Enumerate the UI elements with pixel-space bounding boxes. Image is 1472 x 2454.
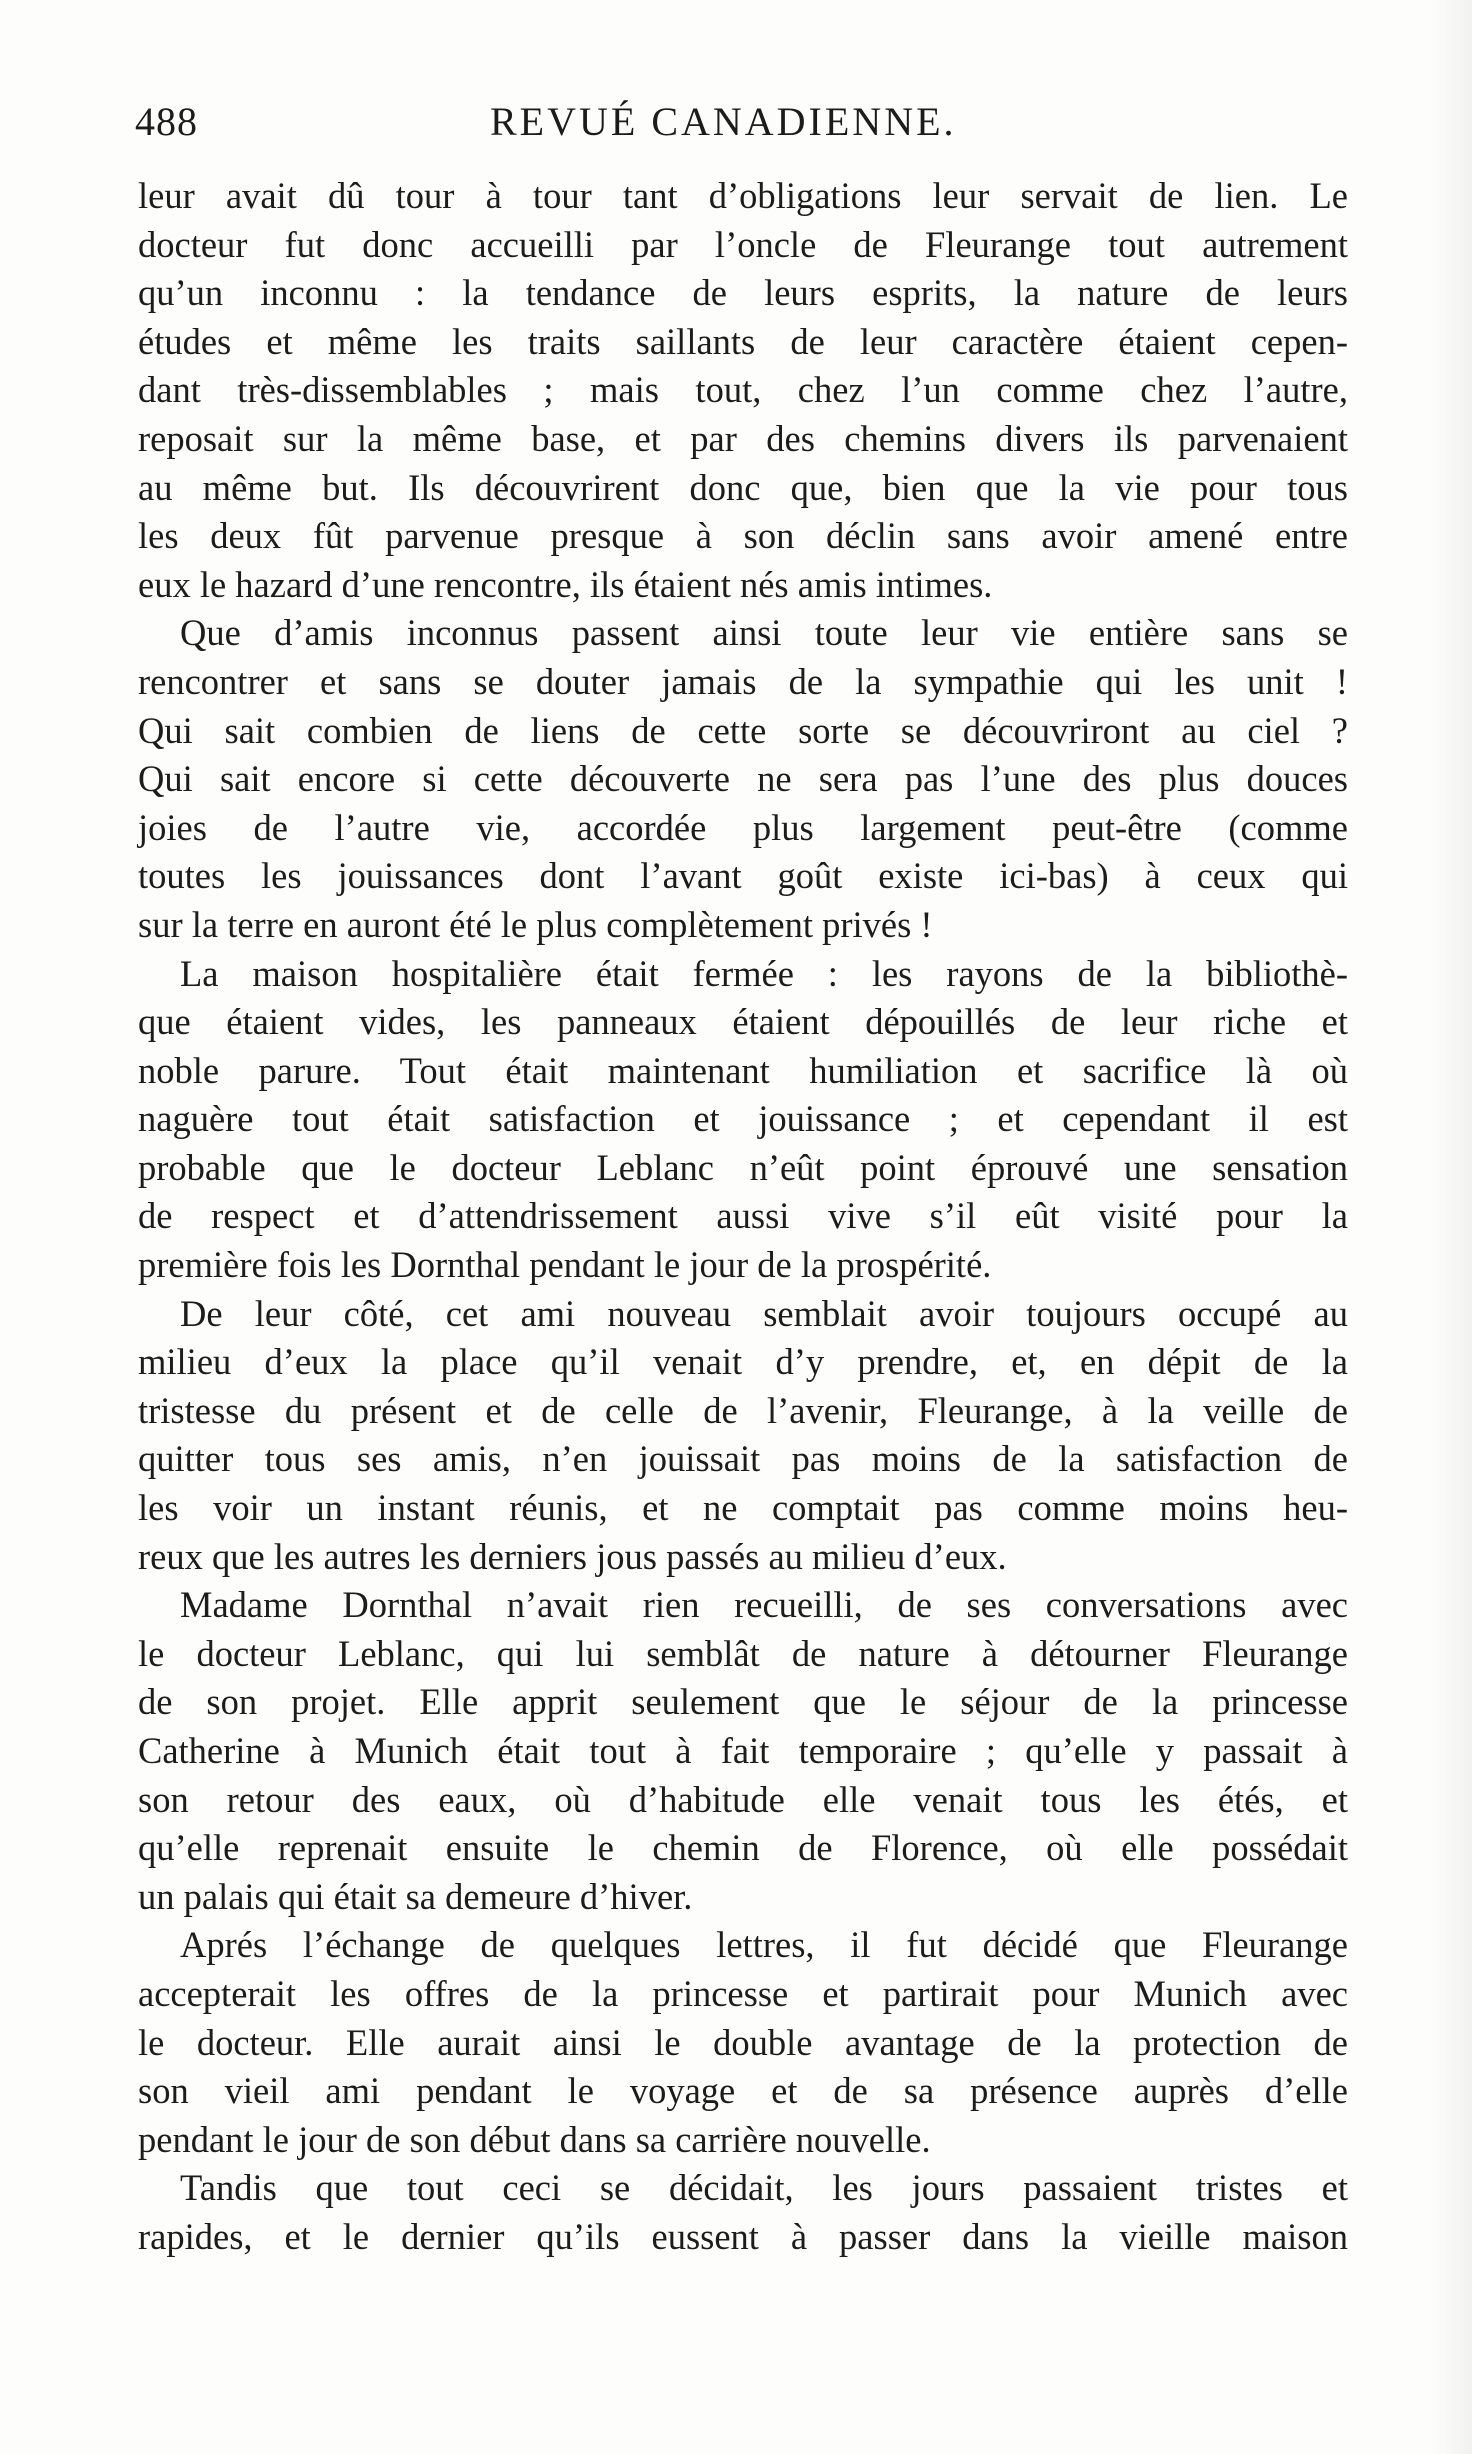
text-line: son vieil ami pendant le voyage et de sa présence auprès d’elle bbox=[138, 2070, 1348, 2112]
text-line: probable que le docteur Leblanc n’eût point éprouvé une sensation bbox=[138, 1146, 1348, 1188]
text-line: de respect et d’attendrissement aussi vive s’il eût visité pour la bbox=[138, 1195, 1348, 1237]
text-line: toutes les jouissances dont l’avant goût existe ici-bas) à ceux qui bbox=[138, 855, 1348, 897]
text-line: milieu d’eux la place qu’il venait d’y prendre, et, en dépit de la bbox=[138, 1341, 1348, 1383]
text-line: Qui sait encore si cette découverte ne sera pas l’une des plus douces bbox=[138, 758, 1348, 800]
text-line: accepterait les offres de la princesse et partirait pour Munich avec bbox=[138, 1972, 1348, 2014]
text-line: Madame Dornthal n’avait rien recueilli, de ses conversations avec bbox=[180, 1584, 1348, 1626]
page-number: 488 bbox=[135, 99, 198, 144]
text-line: le docteur. Elle aurait ainsi le double avantage de la protection de bbox=[138, 2021, 1348, 2063]
text-line: que étaient vides, les panneaux étaient dépouillés de leur riche et bbox=[138, 1001, 1348, 1043]
text-line: dant très-dissemblables ; mais tout, chez l’un comme chez l’autre, bbox=[138, 369, 1348, 411]
text-line: rapides, et le dernier qu’ils eussent à passer dans la vieille maison bbox=[138, 2215, 1348, 2257]
text-line: tristesse du présent et de celle de l’avenir, Fleurange, à la veille de bbox=[138, 1389, 1348, 1431]
text-line: de son projet. Elle apprit seulement que le séjour de la princesse bbox=[138, 1681, 1348, 1723]
text-line: noble parure. Tout était maintenant humiliation et sacrifice là où bbox=[138, 1049, 1348, 1091]
text-line: docteur fut donc accueilli par l’oncle de Fleurange tout autrement bbox=[138, 223, 1348, 265]
text-line: leur avait dû tour à tour tant d’obligations leur servait de lien. Le bbox=[138, 175, 1348, 216]
body-text bbox=[138, 172, 1348, 2262]
text-line: sur la terre en auront été le plus complètement privés ! bbox=[138, 903, 933, 945]
text-line: qu’un inconnu : la tendance de leurs esprits, la nature de leurs bbox=[138, 272, 1348, 314]
text-line: joies de l’autre vie, accordée plus largement peut-être (comme bbox=[138, 806, 1348, 848]
text-line: eux le hazard d’une rencontre, ils étaient nés amis intimes. bbox=[138, 563, 993, 605]
text-line: reux que les autres les derniers jous passés au milieu d’eux. bbox=[138, 1535, 1007, 1577]
text-line: naguère tout était satisfaction et jouissance ; et cependant il est bbox=[138, 1098, 1348, 1140]
text-line: Aprés l’échange de quelques lettres, il fut décidé que Fleurange bbox=[180, 1924, 1348, 1966]
page-edge-shadow bbox=[1432, 0, 1472, 2454]
text-line: le docteur Leblanc, qui lui semblât de nature à détourner Fleurange bbox=[138, 1632, 1348, 1674]
text-line: Qui sait combien de liens de cette sorte se découvriront au ciel ? bbox=[138, 709, 1348, 751]
text-line: Que d’amis inconnus passent ainsi toute leur vie entière sans se bbox=[180, 612, 1348, 654]
text-line: qu’elle reprenait ensuite le chemin de Florence, où elle possédait bbox=[138, 1827, 1348, 1869]
text-line: pendant le jour de son début dans sa carrière nouvelle. bbox=[138, 2118, 931, 2160]
text-line: première fois les Dornthal pendant le jour de la prospérité. bbox=[138, 1244, 992, 1286]
page-header bbox=[135, 98, 1335, 158]
text-line: études et même les traits saillants de leur caractère étaient cepen- bbox=[138, 320, 1348, 362]
text-line: les voir un instant réunis, et ne comptait pas comme moins heu- bbox=[138, 1487, 1348, 1529]
text-line: Catherine à Munich était tout à fait temporaire ; qu’elle y passait à bbox=[138, 1730, 1348, 1771]
text-line: reposait sur la même base, et par des chemins divers ils parvenaient bbox=[138, 417, 1348, 459]
text-line: un palais qui était sa demeure d’hiver. bbox=[138, 1875, 693, 1917]
text-line: quitter tous ses amis, n’en jouissait pas moins de la satisfaction de bbox=[138, 1438, 1348, 1480]
text-line: Tandis que tout ceci se décidait, les jours passaient tristes et bbox=[180, 2167, 1348, 2209]
text-line: au même but. Ils découvrirent donc que, bien que la vie pour tous bbox=[138, 466, 1348, 508]
text-line: les deux fût parvenue presque à son déclin sans avoir amené entre bbox=[138, 515, 1348, 557]
text-line: De leur côté, cet ami nouveau semblait avoir toujours occupé au bbox=[180, 1292, 1348, 1334]
text-line: rencontrer et sans se douter jamais de la sympathie qui les unit ! bbox=[138, 660, 1348, 702]
running-title: REVUÉ CANADIENNE. bbox=[490, 99, 957, 144]
text-line: son retour des eaux, où d’habitude elle venait tous les étés, et bbox=[138, 1778, 1348, 1820]
text-line: La maison hospitalière était fermée : les rayons de la bibliothè- bbox=[180, 952, 1348, 994]
